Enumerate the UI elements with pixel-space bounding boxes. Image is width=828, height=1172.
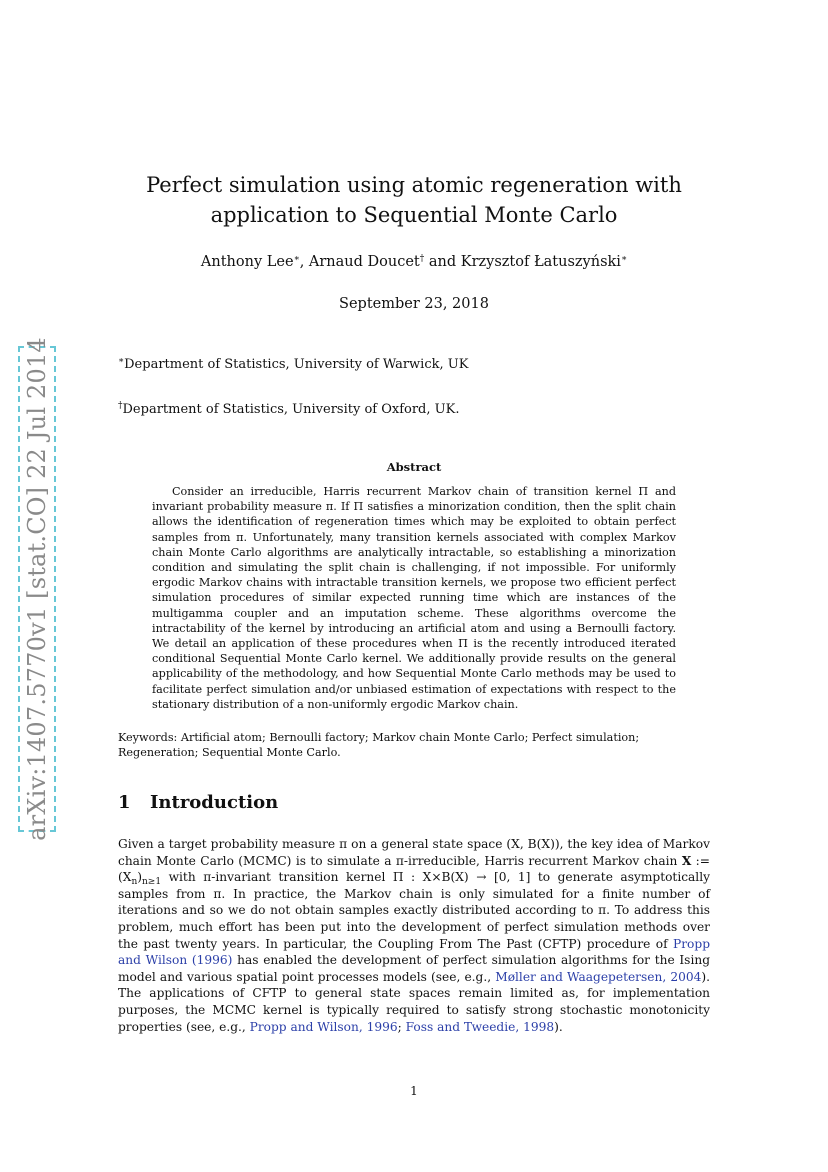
intro-math-bold: X (681, 853, 692, 868)
intro-text: ). The applications of CFTP to general state spaces remain limited as, for implementation purposes, the MCMC kernel is typically required to satisfy strong stochastic monotonicity properties (see, e.g., (118, 969, 710, 1034)
intro-subscript: n (131, 877, 138, 888)
citation-link[interactable]: Foss and Tweedie, 1998 (405, 1019, 555, 1034)
abstract-heading: Abstract (386, 460, 442, 474)
author-mark: ∗ (620, 254, 628, 264)
intro-text: := (X (118, 853, 710, 885)
arxiv-sidebar (18, 337, 56, 841)
intro-subscript: n≥1 (142, 877, 162, 888)
author-mark: ∗ (293, 254, 300, 264)
abstract-text: Consider an irreducible, Harris recurrent Markov chain of transition kernel Π and invariant probability measure π. If Π satisfies a minorization condition, then the split chain allows the identification of regeneration times which may be exploited to obtain perfect samples from π. Unfortunately, many transition kernels associated with complex Markov chain Monte Carlo algorithms are analytically intractable, so establishing a minorization condition and simulating the split chain is challenging, if not impossible. For uniformly ergodic Markov chains with intractable transition kernels, we propose two efficient perfect simulation procedures of similar expected running time which are instances of the multigamma coupler and an imputation scheme. These algorithms overcome the intractability of the kernel by introducing an artificial atom and using a Bernoulli factory. We detail an application of these procedures when Π is the recently introduced iterated conditional Sequential Monte Carlo kernel. We additionally provide results on the general applicability of the methodology, and how Sequential Monte Carlo methods may be used to facilitate perfect simulation and/or unbiased estimation of expectations with respect to the stationary distribution of a non-uniformly ergodic Markov chain. (152, 485, 676, 711)
affiliation-text: Department of Statistics, University of Oxford, UK. (122, 402, 460, 417)
citation-link[interactable]: Propp and Wilson (1996) (118, 936, 710, 968)
intro-text: has enabled the development of perfect simulation algorithms for the Ising model and various spatial point processes models (see, e.g., (118, 953, 710, 984)
intro-paragraph (118, 836, 710, 1035)
author-doucet: Arnaud Doucet (308, 254, 420, 270)
author-mark: † (419, 254, 425, 264)
arxiv-identifier[interactable]: arXiv:1407.5770v1 [stat.CO] 22 Jul 2014 (23, 337, 52, 841)
affiliation-text: Department of Statistics, University of Warwick, UK (124, 357, 469, 372)
author-list (110, 254, 718, 270)
title-line-2: application to Sequential Monte Carlo (210, 203, 618, 227)
section-heading (118, 792, 278, 813)
affiliation-warwick (118, 357, 468, 372)
intro-text: ; (397, 1019, 406, 1034)
intro-text: Given a target probability measure π on a general state space (X, B(X)), the key idea of Markov chain Monte Carlo (MCMC) is to simulate a π-irreducible, Harris recurrent Markov chain (118, 837, 710, 868)
author-lee: Anthony Lee (200, 254, 294, 270)
paper-date: September 23, 2018 (339, 296, 489, 312)
section-title: Introduction (150, 792, 279, 813)
affiliation-oxford (118, 402, 459, 417)
affiliation-mark: † (118, 401, 123, 411)
author-latuszynski: Krzysztof Łatuszyński (460, 254, 621, 270)
page-number: 1 (410, 1084, 418, 1098)
citation-link[interactable]: Møller and Waagepetersen, 2004 (495, 969, 702, 984)
title-line-1: Perfect simulation using atomic regeneration with (146, 173, 682, 197)
author-separator: , (299, 254, 309, 270)
intro-text: with π-invariant transition kernel Π : X×B(X) → [0, 1] to generate asymptotically samples from π. In practice, the Markov chain is only simulated for a finite number of iterations and so we do not obtain samples exactly distributed according to π. To address this problem, much effort has been put into the development of perfect simulation methods over the past twenty years. In particular, the Coupling From The Past (CFTP) procedure of (118, 870, 710, 951)
affiliation-mark: ∗ (118, 356, 125, 366)
section-number: 1 (118, 792, 131, 813)
intro-text: ). (554, 1019, 563, 1034)
keywords: Keywords: Artificial atom; Bernoulli factory; Markov chain Monte Carlo; Perfect simulation; Regeneration; Sequential Monte Carlo. (118, 731, 640, 760)
paper-title (110, 170, 718, 230)
author-separator: and (424, 254, 461, 270)
intro-text: ) (137, 870, 142, 885)
citation-link[interactable]: Propp and Wilson, 1996 (249, 1019, 398, 1034)
